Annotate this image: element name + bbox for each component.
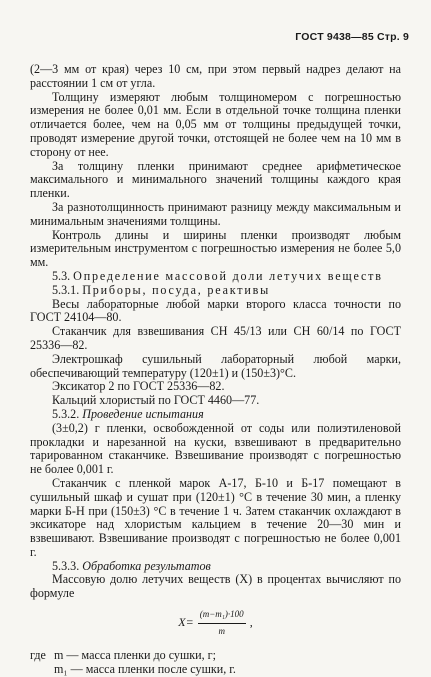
formula-fraction <box>198 608 246 639</box>
document-body <box>30 63 401 677</box>
section-heading-5-3-1 <box>30 284 401 298</box>
section-heading-5-3 <box>30 270 401 284</box>
legend-row <box>30 649 401 663</box>
section-number: 5.3. <box>52 268 71 283</box>
paragraph: Стаканчик с пленкой марок А-17, Б-10 и Б-17 помещают в сушильный шкаф и сушат при (120±1) °С в течение 30 мин, а пленку марки Б-Н при (150±3) °С в течение 1 ч. Затем стаканчик охлаждают в эксикаторе над хлористым кальцием в течение 20—30 мин и взвешивают. Взвешивание производят с погрешностью не более 0,001 г. <box>30 475 401 559</box>
paragraph: Контроль длины и ширины пленки производят любым измерительным инструментом с погрешностью измерения не более 5,0 мм. <box>30 227 401 270</box>
legend-line: m₁ — масса пленки после сушки, г. <box>54 661 236 676</box>
paragraph: За разнотолщинность принимают разницу между максимальным и минимальным значениями толщины. <box>30 199 401 228</box>
legend-line: m — масса пленки до сушки, г; <box>54 648 216 663</box>
equipment-item: Электрошкаф сушильный лабораторный любой марки, обеспечивающий температуру (120±1) и (150±3)°С. <box>30 351 401 380</box>
section-title: Приборы, посуда, реактивы <box>82 282 271 297</box>
section-title: Определение массовой доли летучих веществ <box>73 268 383 283</box>
paragraph: Толщину измеряют любым толщиномером с погрешностью измерения не более 0,01 мм. Если в отдельной точке толщина пленки отличается более, чем на 0,05 мм от толщины предыдущей точки, проводят измерение другой точки, отстоящей не более чем на 10 мм в сторону от нее. <box>30 89 401 159</box>
paragraph: (2—3 мм от края) через 10 см, при этом первый надрез делают на расстоянии 1 см от угла. <box>30 62 401 90</box>
section-heading-5-3-3 <box>30 560 401 574</box>
paragraph: Массовую долю летучих веществ (X) в процентах вычисляют по формуле <box>30 572 401 601</box>
formula-tail: , <box>249 615 253 630</box>
section-title: Проведение испытания <box>82 406 204 421</box>
equipment-item: Кальций хлористый по ГОСТ 4460—77. <box>52 393 260 408</box>
formula <box>30 603 401 643</box>
formula-numerator: (m−m₁)·100 <box>198 608 246 624</box>
legend-lead: где <box>30 648 46 663</box>
formula-lhs: X= <box>178 615 194 630</box>
section-number: 5.3.2. <box>52 406 80 421</box>
paragraph: (3±0,2) г пленки, освобожденной от соды или полиэтиленовой прокладки и нарезанной на куски, взвешивают в предварительно тарированном стаканчике. Взвешивание производят с погрешностью не более 0,001 г. <box>30 420 401 477</box>
section-number: 5.3.1. <box>52 282 80 297</box>
formula-denominator: m <box>218 625 225 636</box>
page-header: ГОСТ 9438—85 Стр. 9 <box>295 31 409 43</box>
section-number: 5.3.3. <box>52 558 80 573</box>
equipment-item: Весы лабораторные любой марки второго класса точности по ГОСТ 24104—80. <box>30 296 401 325</box>
section-heading-5-3-2 <box>30 408 401 422</box>
equipment-item: Стаканчик для взвешивания СН 45/13 или СН 60/14 по ГОСТ 25336—82. <box>30 324 401 352</box>
equipment-item: Эксикатор 2 по ГОСТ 25336—82. <box>52 379 225 394</box>
paragraph: За толщину пленки принимают среднее арифметическое максимального и минимального значений толщины каждого края пленки. <box>30 158 401 201</box>
section-title: Обработка результатов <box>82 558 211 573</box>
formula-legend <box>30 649 401 677</box>
